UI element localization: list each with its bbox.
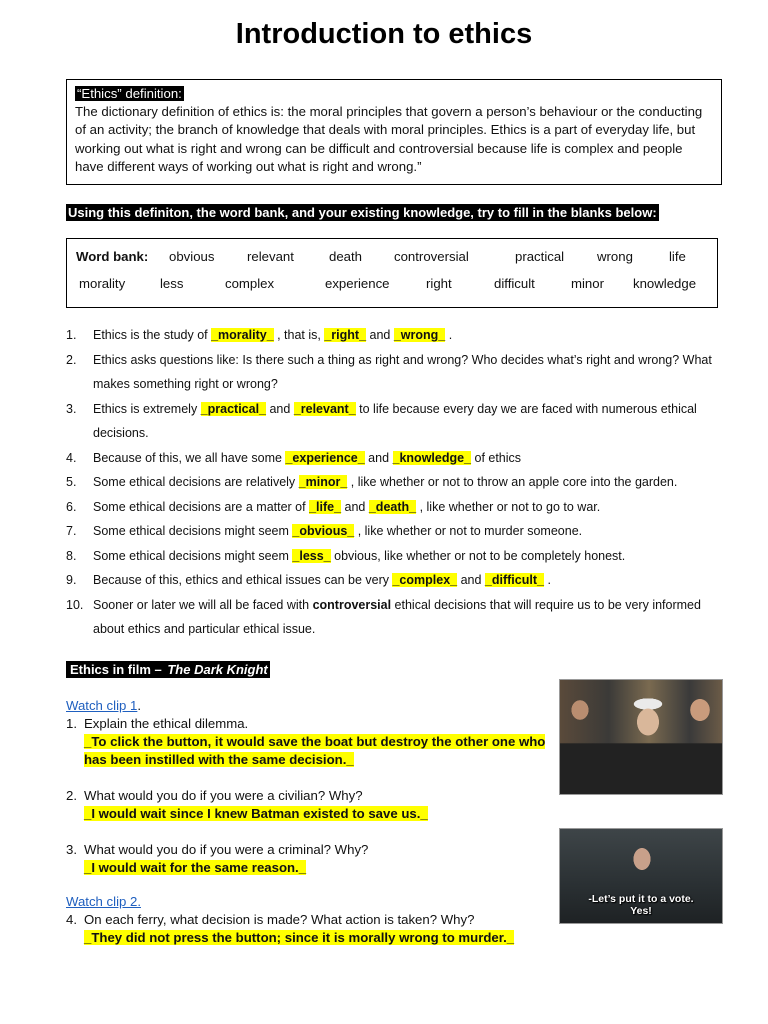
question-text: , like whether or not to go to war. (416, 499, 601, 514)
watch-clip-2-link[interactable]: Watch clip 2. (66, 894, 141, 909)
word-bank-word: morality (79, 276, 126, 291)
question-number: 1. (66, 328, 77, 342)
question-text: Some ethical decisions might seem (93, 524, 293, 538)
answer-blank: _relevant_ (293, 401, 356, 416)
film-still-image-2 (559, 828, 723, 924)
film-section-heading (66, 662, 270, 677)
question-bold-word: controversial (312, 597, 392, 612)
question-text: , like whether or not to murder someone. (354, 524, 583, 538)
question-text: Ethics is extremely (93, 401, 201, 416)
caption-line-2: Yes! (630, 905, 652, 917)
question-text: Because of this, we all have some (93, 450, 286, 465)
definition-heading: “Ethics” definition: (77, 86, 182, 101)
word-bank-word: life (669, 249, 686, 264)
word-bank-word: right (426, 276, 452, 291)
word-bank-word: practical (515, 249, 565, 264)
word-bank-word: obvious (169, 249, 215, 264)
film-heading-prefix: Ethics in film – (70, 662, 166, 677)
answer-text: _I would wait for the same reason._ (84, 860, 307, 875)
answer-blank: _experience_ (285, 450, 365, 465)
question-text: . (543, 573, 551, 587)
film-still-image-1 (559, 679, 723, 795)
question-text: Some ethical decisions are relatively (93, 475, 299, 489)
definition-box (66, 79, 722, 185)
question-text: obvious, like whether or not to be completely honest. (330, 548, 626, 563)
answer-blank: _morality_ (211, 328, 274, 342)
question-number: 3. (66, 401, 77, 416)
question-number: 4. (66, 912, 77, 927)
question-text: What would you do if you were a criminal? Why? (84, 842, 369, 857)
answer-blank: _wrong_ (393, 328, 446, 342)
question-text: Explain the ethical dilemma. (84, 716, 249, 731)
watch-clip-1-link[interactable]: Watch clip 1 (66, 698, 138, 713)
answer-blank: _right_ (324, 328, 367, 342)
caption-line-1: -Let’s put it to a vote. (588, 893, 694, 905)
film-answer-3 (66, 859, 546, 877)
word-bank-row-2 (67, 276, 717, 296)
question-item (66, 397, 716, 446)
question-number: 2. (66, 352, 77, 367)
question-text: , like whether or not to throw an apple core into the garden. (347, 475, 678, 489)
instruction-banner (66, 205, 659, 220)
word-bank-word: relevant (247, 249, 294, 264)
question-number: 7. (66, 524, 77, 538)
clip1-suffix: . (137, 698, 142, 713)
instruction-text: Using this definiton, the word bank, and your existing knowledge, try to fill in the blanks below: (68, 205, 657, 220)
clip-1-section (66, 697, 546, 877)
question-number: 4. (66, 450, 77, 465)
film-question-2 (66, 787, 546, 805)
word-bank-word: death (329, 249, 363, 264)
word-bank-word: difficult (494, 276, 535, 291)
question-text: Ethics asks questions like: Is there such a thing as right and wrong? Who decides what’s right and wrong? What makes something right or wrong? (93, 352, 712, 391)
film-still-caption (560, 893, 722, 917)
answer-blank: _complex_ (392, 573, 458, 587)
question-item (66, 568, 716, 593)
question-text: Because of this, ethics and ethical issues can be very (93, 573, 393, 587)
film-question-1 (66, 715, 546, 733)
answer-blank: _obvious_ (292, 524, 355, 538)
definition-text: The dictionary definition of ethics is: the moral principles that govern a person’s behaviour or the conducting of an activity; the branch of knowledge that deals with moral principles. Ethics is a part of everyday life, but working out what is right and wrong can be difficult and controversial because life is complex and people have different ways of working out what is right and wrong.” (75, 104, 703, 174)
film-answer-1 (66, 733, 546, 769)
answer-blank: _life_ (309, 499, 342, 514)
question-number: 9. (66, 573, 77, 587)
question-text: , that is, (273, 328, 325, 342)
word-bank-word: experience (325, 276, 390, 291)
question-item (66, 593, 716, 642)
film-answer-4 (66, 929, 546, 947)
answer-blank: _difficult_ (484, 573, 544, 587)
answer-blank: _death_ (368, 499, 417, 514)
question-text: of ethics (471, 450, 522, 465)
answer-blank: _less_ (292, 548, 331, 563)
word-bank-box (66, 238, 718, 308)
question-text: and (266, 401, 294, 416)
word-bank-word: controversial (394, 249, 469, 264)
clip-2-section (66, 893, 546, 947)
question-text: to life because every day we are faced with numerous ethical decisions. (93, 401, 697, 440)
question-text: and (364, 450, 393, 465)
word-bank-row-1 (67, 249, 717, 269)
word-bank-word: knowledge (633, 276, 697, 291)
question-item (66, 446, 716, 471)
answer-text: _To click the button, it would save the boat but destroy the other one who has been instilled with the same decision._ (84, 734, 546, 767)
question-text: and (457, 573, 485, 587)
question-text: and (366, 328, 394, 342)
answer-text: _They did not press the button; since it is morally wrong to murder._ (84, 930, 515, 945)
word-bank-word: less (160, 276, 184, 291)
question-text: and (341, 499, 369, 514)
film-heading-title: The Dark Knight (167, 662, 268, 677)
answer-blank: _practical_ (200, 401, 266, 416)
film-question-3 (66, 841, 546, 859)
question-text: Ethics is the study of (93, 328, 212, 342)
question-number: 8. (66, 548, 77, 563)
film-answer-2 (66, 805, 546, 823)
question-number: 5. (66, 475, 77, 489)
question-text: Sooner or later we will all be faced with (93, 597, 313, 612)
question-number: 6. (66, 499, 77, 514)
question-text: Some ethical decisions are a matter of (93, 499, 310, 514)
question-text: What would you do if you were a civilian? Why? (84, 788, 363, 803)
question-item (66, 495, 716, 520)
question-item (66, 544, 716, 569)
word-bank-word: complex (225, 276, 275, 291)
question-text: Some ethical decisions might seem (93, 548, 293, 563)
question-item (66, 323, 716, 348)
question-item (66, 348, 716, 397)
answer-text: _I would wait since I knew Batman existed to save us._ (84, 806, 428, 821)
question-number: 10. (66, 597, 84, 612)
question-item (66, 470, 716, 495)
question-number: 2. (66, 788, 77, 803)
word-bank-word: minor (571, 276, 604, 291)
question-text: . (445, 328, 453, 342)
answer-blank: _knowledge_ (392, 450, 472, 465)
question-text: On each ferry, what decision is made? What action is taken? Why? (84, 912, 475, 927)
question-text: ethical decisions that will require us to be very informed about ethics and particular ethical issue. (93, 597, 701, 636)
answer-blank: _minor_ (298, 475, 348, 489)
question-number: 3. (66, 842, 77, 857)
word-bank-word: wrong (597, 249, 633, 264)
question-item (66, 519, 716, 544)
fill-in-questions (66, 323, 716, 642)
page-title: Introduction to ethics (235, 18, 533, 50)
question-number: 1. (66, 716, 77, 731)
film-question-4 (66, 911, 546, 929)
word-bank-label: Word bank: (76, 249, 149, 264)
